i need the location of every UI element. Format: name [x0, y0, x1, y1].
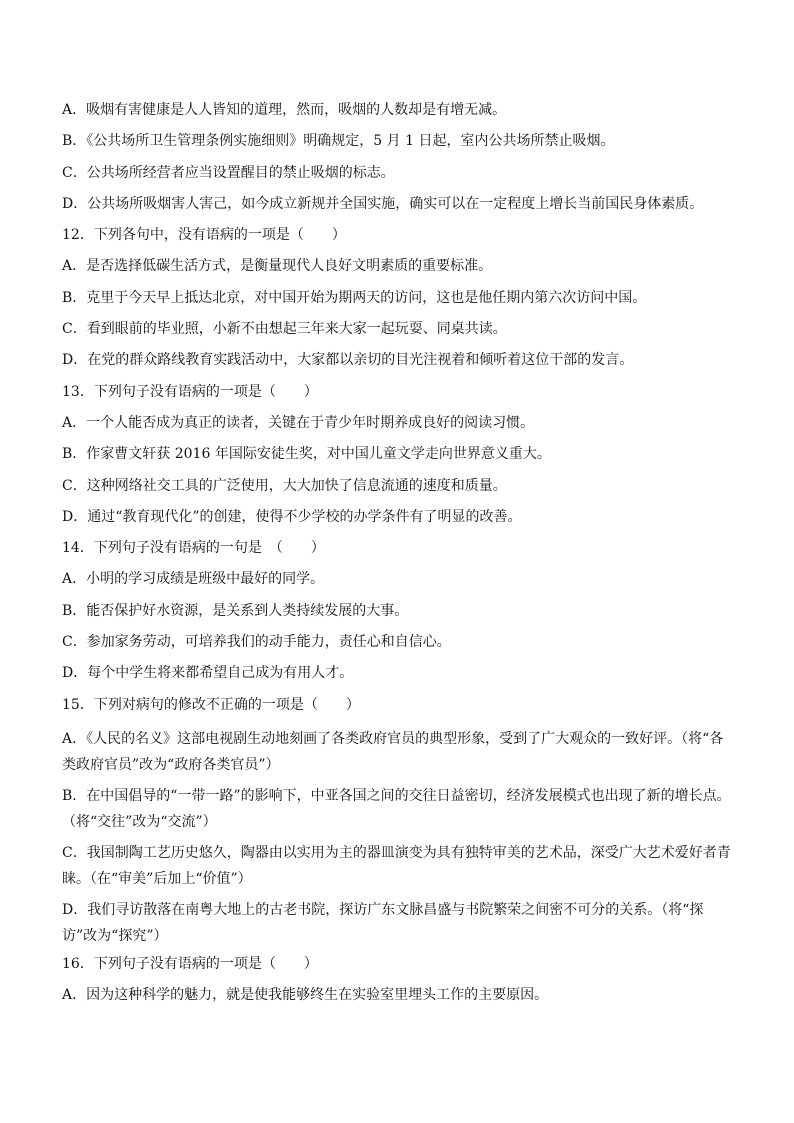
- q11-option-a: A．吸烟有害健康是人人皆知的道理，然而，吸烟的人数却是有增无减。: [62, 102, 507, 118]
- q14-stem: 14．下列句子没有语病的一句是 （ ）: [62, 540, 325, 557]
- q15-option-d: D．我们寻访散落在南粤大地上的古老书院，探访广东文脉昌盛与书院繁荣之间密不可分的关系。（将“探访”改为“探究”）: [62, 901, 704, 944]
- q13-option-d: D．通过“教育现代化”的创建，使得不少学校的办学条件有了明显的改善。: [62, 508, 522, 525]
- q14-option-c: C．参加家务劳动，可培养我们的动手能力，责任心和自信心。: [62, 634, 451, 651]
- document-page: [62, 100, 734, 1017]
- q11-option-d: D．公共场所吸烟害人害己，如今成立新规并全国实施，确实可以在一定程度上增长当前国民身体素质。: [62, 195, 704, 212]
- q13-stem: 13．下列句子没有语病的一项是（ ）: [62, 383, 318, 400]
- q14-option-d: D．每个中学生将来都希望自己成为有用人才。: [62, 665, 354, 682]
- q12-option-b: B．克里于今天早上抵达北京，对中国开始为期两天的访问，这也是他任期内第六次访问中国。: [62, 289, 647, 306]
- q11-option-b: B．《公共场所卫生管理条例实施细则》明确规定，5 月 1 日起，室内公共场所禁止吸烟。: [62, 133, 615, 150]
- q13-option-b: B．作家曹文轩获 2016 年国际安徒生奖，对中国儿童文学走向世界意义重大。: [62, 446, 551, 463]
- q14-option-b: B．能否保护好水资源，是关系到人类持续发展的大事。: [62, 602, 409, 619]
- q15-option-c: C．我国制陶工艺历史悠久，陶器由以实用为主的器皿演变为具有独特审美的艺术品，深受广大艺术爱好者青睐。（在“审美”后加上“价值”）: [62, 844, 731, 887]
- q13-option-c: C．这种网络社交工具的广泛使用，大大加快了信息流通的速度和质量。: [62, 477, 507, 494]
- q15-stem: 15．下列对病句的修改不正确的一项是（ ）: [62, 696, 360, 713]
- q15-option-b: B．在中国倡导的“一带一路”的影响下，中亚各国之间的交往日益密切，经济发展模式也出现了新的增长点。（将“交往”改为“交流”）: [62, 787, 731, 830]
- q16-option-a: A．因为这种科学的魅力，就是使我能够终生在实验室里埋头工作的主要原因。: [62, 987, 549, 1004]
- q12-option-c: C．看到眼前的毕业照，小新不由想起三年来大家一起玩耍、同桌共读。: [62, 321, 507, 338]
- q12-option-d: D．在党的群众路线教育实践活动中，大家都以亲切的目光注视着和倾听着这位干部的发言。: [62, 352, 634, 369]
- q12-stem: 12．下列各句中，没有语病的一项是（ ）: [62, 227, 346, 244]
- q11-option-c: C．公共场所经营者应当设置醒目的禁止吸烟的标志。: [62, 164, 395, 181]
- q14-option-a: A．小明的学习成绩是班级中最好的同学。: [62, 571, 325, 588]
- q16-stem: 16．下列句子没有语病的一项是（ ）: [62, 955, 318, 972]
- q12-option-a: A．是否选择低碳生活方式，是衡量现代人良好文明素质的重要标准。: [62, 258, 493, 275]
- q13-option-a: A．一个人能否成为真正的读者，关键在于青少年时期养成良好的阅读习惯。: [62, 414, 535, 431]
- q15-option-a: A．《人民的名义》这部电视剧生动地刻画了各类政府官员的典型形象，受到了广大观众的一致好评。（将“各类政府官员”改为“政府各类官员”）: [62, 730, 724, 773]
